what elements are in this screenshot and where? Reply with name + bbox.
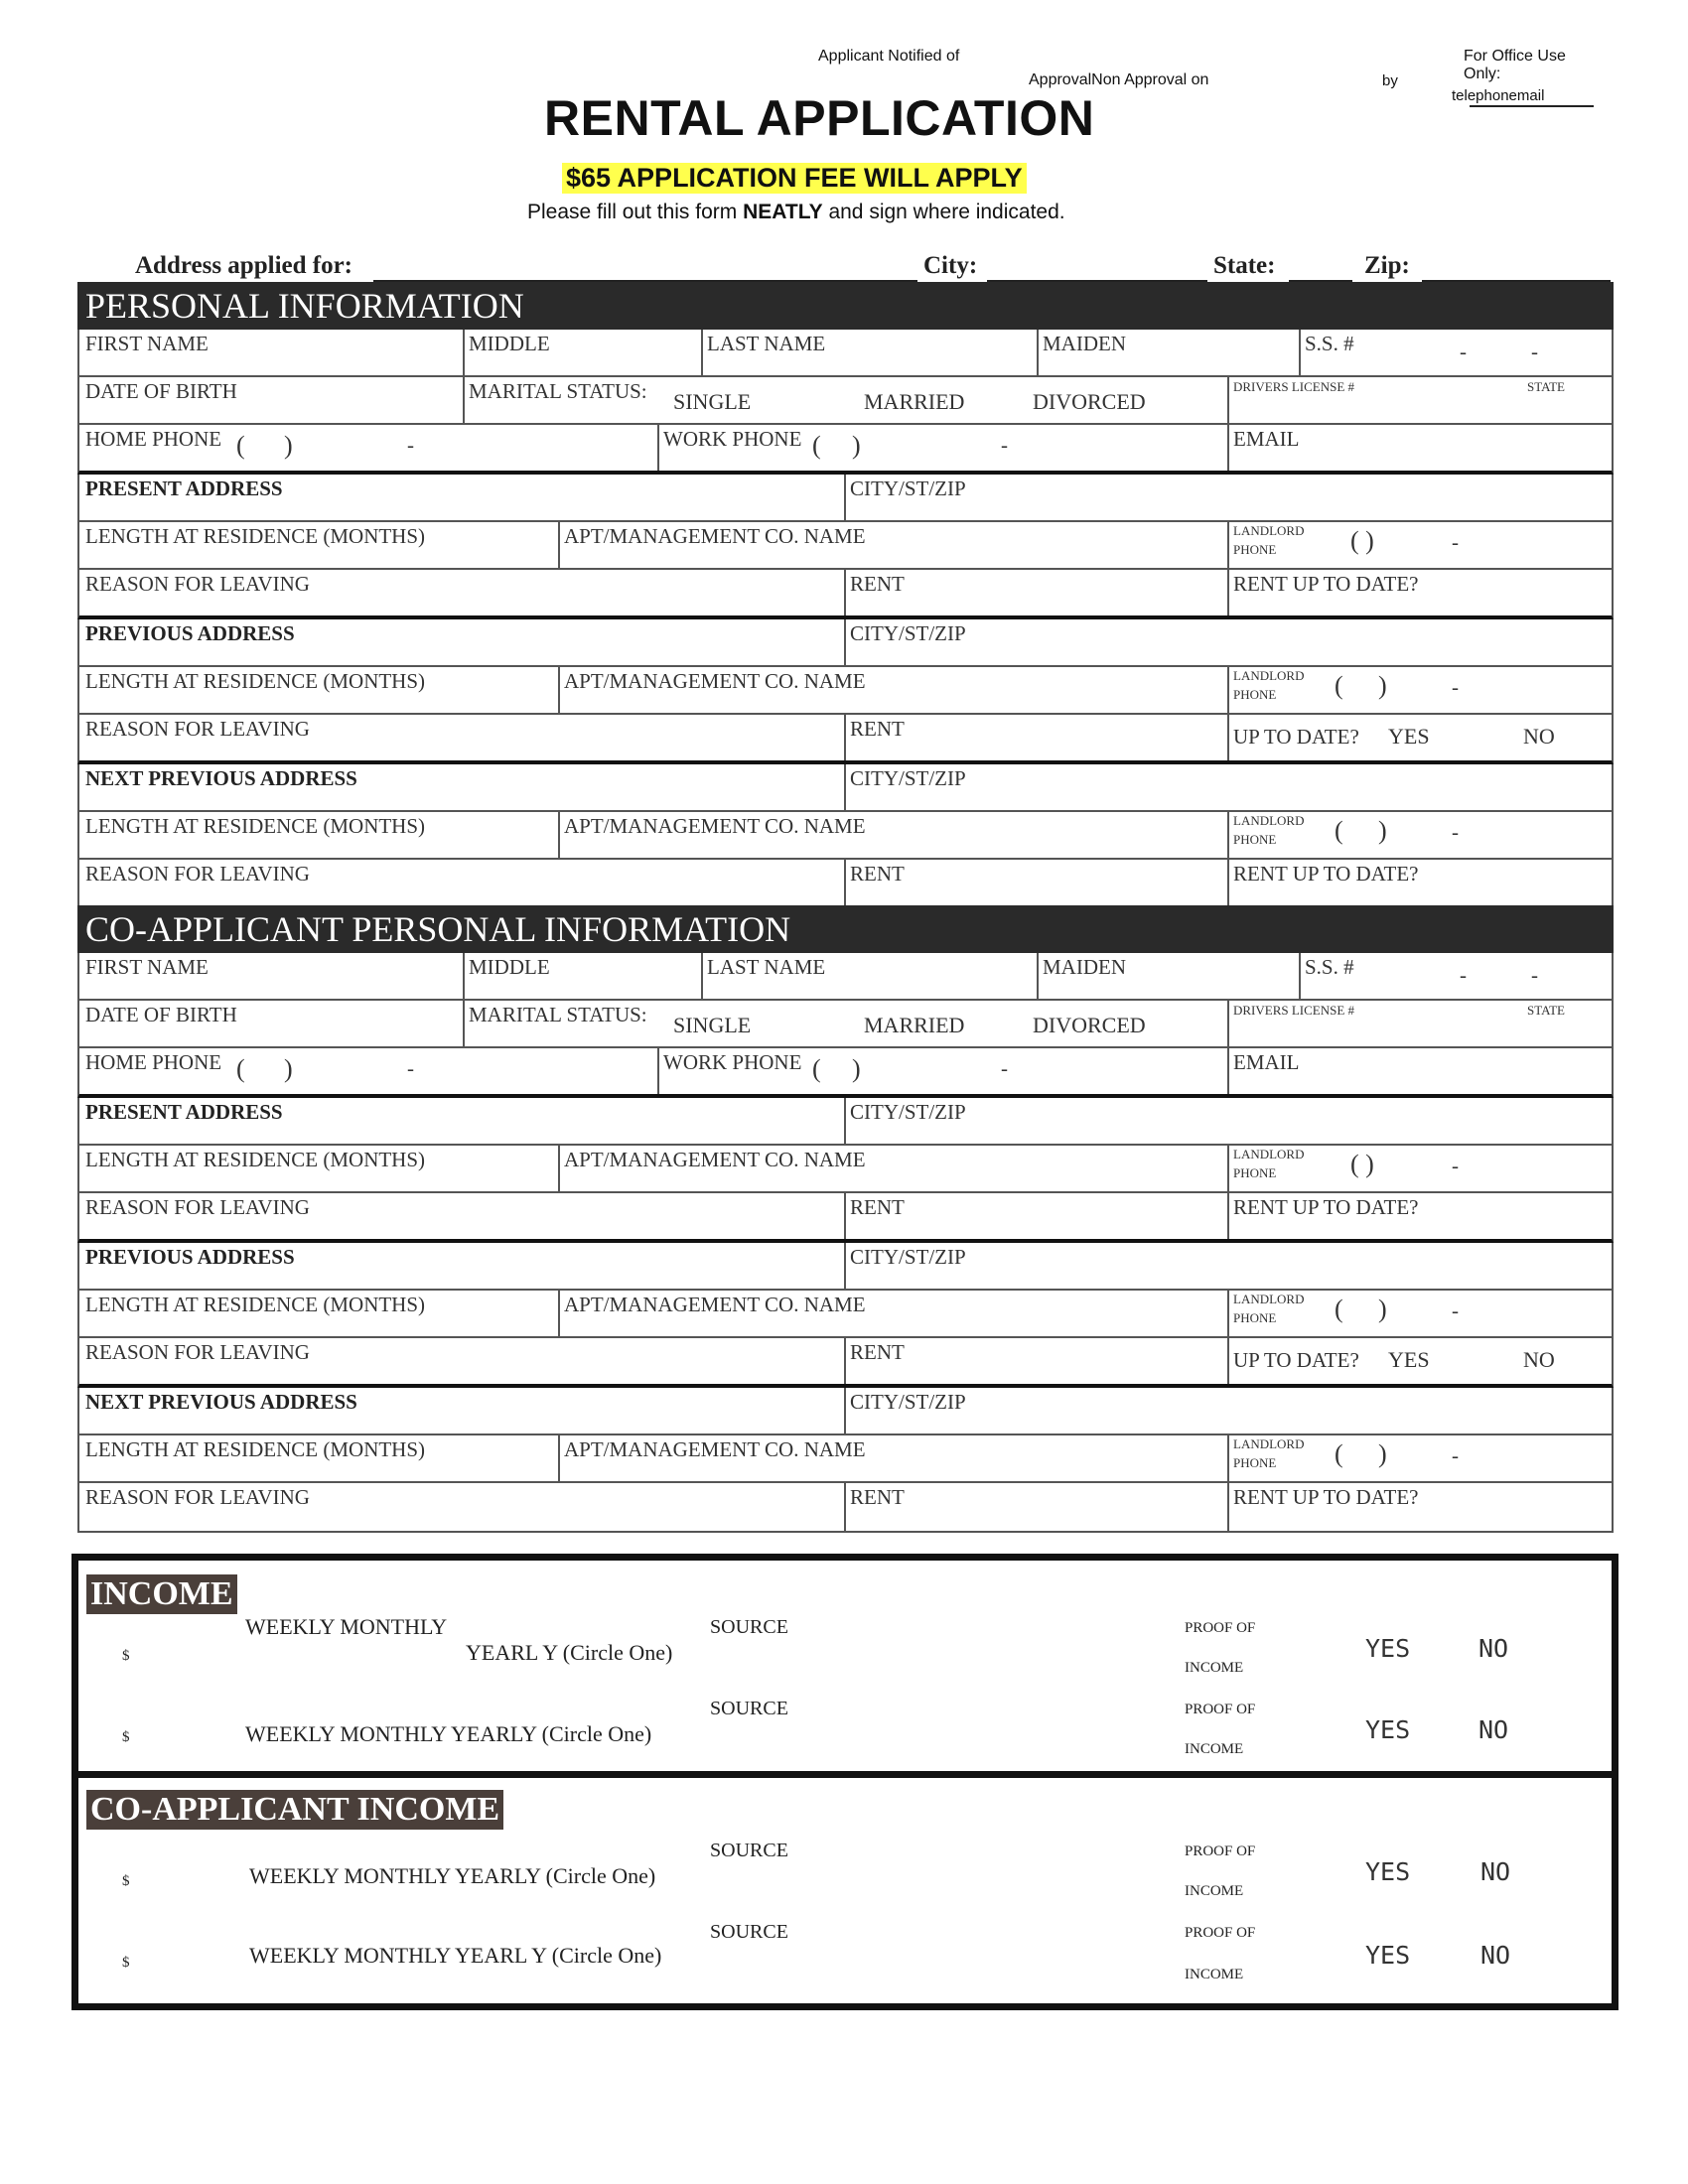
previous-up-to-date-field: UP TO DATE? YES NO [1233,724,1555,749]
co-next-previous-rent-field[interactable]: RENT [846,1483,1229,1531]
present-reason-field[interactable]: REASON FOR LEAVING [79,570,846,615]
co-marital-married[interactable]: MARRIED [864,1013,965,1037]
present-length-field[interactable]: LENGTH AT RESIDENCE (MONTHS) [79,522,560,568]
co-phone-row [77,1048,1614,1098]
present-rent-up-to-date-field[interactable]: RENT UP TO DATE? [1233,572,1419,596]
ssn-field[interactable]: S.S. # - - [1305,332,1538,363]
co-drivers-license-field[interactable]: DRIVERS LICENSE # STATE [1233,1003,1565,1018]
co-present-reason-row [77,1193,1614,1243]
co-next-previous-landlord-phone-field[interactable]: LANDLORD PHONE ( ) - [1233,1436,1459,1470]
co-income-2-source-label: SOURCE [710,1921,788,1943]
office-use-only-label: Only: [1464,66,1501,82]
dob-field[interactable]: DATE OF BIRTH [79,377,465,423]
co-previous-up-to-date-no[interactable]: NO [1523,1347,1555,1372]
next-previous-length-row [77,812,1614,860]
next-previous-reason-field[interactable]: REASON FOR LEAVING [79,860,846,907]
co-previous-address-row [77,1243,1614,1291]
co-next-previous-apt-field[interactable]: APT/MANAGEMENT CO. NAME [560,1435,1229,1481]
co-income-1-source-label: SOURCE [710,1840,788,1861]
income-2-income-label: INCOME [1185,1741,1244,1757]
present-length-row [77,522,1614,570]
name-row [77,330,1614,377]
co-work-phone-field[interactable]: WORK PHONE ( ) - [659,1048,1229,1094]
income-1-income-label: INCOME [1185,1660,1244,1676]
present-apt-field[interactable]: APT/MANAGEMENT CO. NAME [560,522,1229,568]
marital-single[interactable]: SINGLE [673,389,752,414]
co-ssn-field[interactable]: S.S. # - - [1305,955,1538,987]
page-title: RENTAL APPLICATION [544,90,1095,146]
co-previous-city-st-zip-field[interactable]: CITY/ST/ZIP [850,1245,966,1269]
zip-label: Zip: [1364,252,1410,279]
present-address-row [77,475,1614,522]
marital-status-field: MARITAL STATUS: SINGLE MARRIED DIVORCED [465,377,1229,423]
co-email-field[interactable]: EMAIL [1233,1050,1300,1074]
co-previous-apt-field[interactable]: APT/MANAGEMENT CO. NAME [560,1291,1229,1336]
co-last-name-field[interactable]: LAST NAME [703,953,1039,999]
co-previous-length-field[interactable]: LENGTH AT RESIDENCE (MONTHS) [79,1291,560,1336]
present-landlord-phone-field[interactable]: LANDLORD PHONE ( ) - [1233,523,1459,557]
income-2-proof-yes[interactable]: YES [1365,1715,1411,1744]
co-income-1-proof-label: PROOF OF [1185,1843,1256,1859]
co-previous-address-field[interactable]: PREVIOUS ADDRESS [79,1243,846,1289]
co-income-1-proof-no[interactable]: NO [1480,1857,1511,1886]
last-name-field[interactable]: LAST NAME [703,330,1039,375]
co-previous-length-row [77,1291,1614,1338]
office-contact-method: telephonemail [1452,87,1545,104]
income-2-proof-label: PROOF OF [1185,1702,1256,1717]
income-2-dollar: $ [122,1729,130,1745]
phone-row [77,425,1614,475]
co-income-title: CO-APPLICANT INCOME [86,1790,503,1830]
co-income-1-proof-yes[interactable]: YES [1365,1857,1411,1886]
co-next-previous-city-st-zip-field[interactable]: CITY/ST/ZIP [850,1390,966,1414]
office-use-label: For Office Use [1464,48,1566,65]
income-1-period-options[interactable]: WEEKLY MONTHLY [245,1614,448,1639]
address-applied-label: Address applied for: [135,252,353,279]
co-present-apt-field[interactable]: APT/MANAGEMENT CO. NAME [560,1146,1229,1191]
co-home-phone-field[interactable]: HOME PHONE ( ) - [79,1048,659,1094]
home-phone-field[interactable]: HOME PHONE ( ) - [79,425,659,471]
income-1-proof-yes[interactable]: YES [1365,1634,1411,1663]
co-income-1-income-label: INCOME [1185,1883,1244,1899]
email-field[interactable]: EMAIL [1233,427,1300,451]
previous-apt-field[interactable]: APT/MANAGEMENT CO. NAME [560,667,1229,713]
co-next-previous-rent-up-to-date-field[interactable]: RENT UP TO DATE? [1233,1485,1419,1509]
marital-married[interactable]: MARRIED [864,389,965,414]
co-income-section [71,1778,1618,2010]
co-income-1-period-options[interactable]: WEEKLY MONTHLY YEARLY (Circle One) [249,1863,656,1888]
previous-reason-field[interactable]: REASON FOR LEAVING [79,715,846,760]
previous-reason-row [77,715,1614,764]
instructions: Please fill out this form NEATLY and sign where indicated. [527,201,1065,223]
co-present-address-row [77,1098,1614,1146]
approval-label: ApprovalNon Approval on [1029,71,1209,88]
co-first-name-field[interactable]: FIRST NAME [79,953,465,999]
present-city-st-zip-field[interactable]: CITY/ST/ZIP [850,477,966,500]
income-1-source-label: SOURCE [710,1616,788,1638]
applicant-notified-label: Applicant Notified of [818,48,960,65]
next-previous-address-row [77,764,1614,812]
next-previous-rent-up-to-date-field[interactable]: RENT UP TO DATE? [1233,862,1419,886]
co-previous-landlord-phone-field[interactable]: LANDLORD PHONE ( ) - [1233,1292,1459,1325]
co-marital-divorced[interactable]: DIVORCED [1033,1013,1146,1037]
co-next-previous-length-field[interactable]: LENGTH AT RESIDENCE (MONTHS) [79,1435,560,1481]
present-rent-field[interactable]: RENT [846,570,1229,615]
co-income-2-income-label: INCOME [1185,1967,1244,1982]
previous-rent-field[interactable]: RENT [846,715,1229,760]
previous-length-row [77,667,1614,715]
co-next-previous-reason-row [77,1483,1614,1533]
previous-landlord-phone-field[interactable]: LANDLORD PHONE ( ) - [1233,668,1459,702]
co-previous-reason-row [77,1338,1614,1388]
previous-length-field[interactable]: LENGTH AT RESIDENCE (MONTHS) [79,667,560,713]
dob-row [77,377,1614,425]
previous-address-field[interactable]: PREVIOUS ADDRESS [79,619,846,665]
co-present-city-st-zip-field[interactable]: CITY/ST/ZIP [850,1100,966,1124]
state-label: State: [1213,252,1276,279]
income-section [71,1554,1618,1778]
previous-up-to-date-no[interactable]: NO [1523,724,1555,749]
co-dob-field[interactable]: DATE OF BIRTH [79,1001,465,1046]
previous-address-row [77,619,1614,667]
middle-name-field[interactable]: MIDDLE [465,330,703,375]
by-label: by [1382,72,1398,89]
co-next-previous-reason-field[interactable]: REASON FOR LEAVING [79,1483,846,1531]
co-income-2-period-options[interactable]: WEEKLY MONTHLY YEARL Y (Circle One) [249,1943,662,1968]
work-phone-field[interactable]: WORK PHONE ( ) - [659,425,1229,471]
co-middle-name-field[interactable]: MIDDLE [465,953,703,999]
co-income-2-proof-no[interactable]: NO [1480,1941,1511,1970]
marital-divorced[interactable]: DIVORCED [1033,389,1146,414]
drivers-license-field[interactable]: DRIVERS LICENSE # STATE [1233,379,1565,394]
income-1-yearly-option[interactable]: YEARL Y (Circle One) [466,1640,673,1665]
co-previous-reason-field[interactable]: REASON FOR LEAVING [79,1338,846,1384]
first-name-field[interactable]: FIRST NAME [79,330,465,375]
co-present-rent-field[interactable]: RENT [846,1193,1229,1239]
section-personal-information: PERSONAL INFORMATION [77,282,1614,330]
co-previous-up-to-date-yes[interactable]: YES [1388,1347,1430,1372]
co-present-landlord-phone-field[interactable]: LANDLORD PHONE ( ) - [1233,1147,1459,1180]
section-co-applicant-personal-information: CO-APPLICANT PERSONAL INFORMATION [77,905,1614,953]
maiden-name-field[interactable]: MAIDEN [1039,330,1301,375]
co-present-reason-field[interactable]: REASON FOR LEAVING [79,1193,846,1239]
co-marital-status-field: MARITAL STATUS: SINGLE MARRIED DIVORCED [465,1001,1229,1046]
co-previous-rent-field[interactable]: RENT [846,1338,1229,1384]
income-2-period-options[interactable]: WEEKLY MONTHLY YEARLY (Circle One) [245,1721,652,1746]
income-1-dollar: $ [122,1648,130,1664]
previous-up-to-date-yes[interactable]: YES [1388,724,1430,749]
co-income-2-dollar: $ [122,1955,130,1971]
co-present-length-row [77,1146,1614,1193]
co-name-row [77,953,1614,1001]
next-previous-address-field[interactable]: NEXT PREVIOUS ADDRESS [79,764,846,810]
co-present-length-field[interactable]: LENGTH AT RESIDENCE (MONTHS) [79,1146,560,1191]
co-previous-up-to-date-field: UP TO DATE? YES NO [1233,1347,1555,1372]
co-next-previous-address-row [77,1388,1614,1435]
present-address-field[interactable]: PRESENT ADDRESS [79,475,846,520]
previous-city-st-zip-field[interactable]: CITY/ST/ZIP [850,621,966,645]
next-previous-landlord-phone-field[interactable]: LANDLORD PHONE ( ) - [1233,813,1459,847]
income-2-source-label: SOURCE [710,1698,788,1719]
income-1-proof-label: PROOF OF [1185,1620,1256,1636]
city-label: City: [923,252,978,279]
fee-notice: $65 APPLICATION FEE WILL APPLY [562,163,1027,194]
co-maiden-name-field[interactable]: MAIDEN [1039,953,1301,999]
co-present-address-field[interactable]: PRESENT ADDRESS [79,1098,846,1144]
co-next-previous-length-row [77,1435,1614,1483]
co-next-previous-address-field[interactable]: NEXT PREVIOUS ADDRESS [79,1388,846,1433]
income-2-proof-no[interactable]: NO [1478,1715,1509,1744]
co-dob-row [77,1001,1614,1048]
present-reason-row [77,570,1614,619]
co-present-rent-up-to-date-field[interactable]: RENT UP TO DATE? [1233,1195,1419,1219]
co-income-2-proof-label: PROOF OF [1185,1925,1256,1941]
office-use-line [1470,105,1594,107]
next-previous-city-st-zip-field[interactable]: CITY/ST/ZIP [850,766,966,790]
next-previous-length-field[interactable]: LENGTH AT RESIDENCE (MONTHS) [79,812,560,858]
income-title: INCOME [86,1574,237,1614]
co-income-1-dollar: $ [122,1873,130,1889]
income-1-proof-no[interactable]: NO [1478,1634,1509,1663]
co-income-2-proof-yes[interactable]: YES [1365,1941,1411,1970]
next-previous-reason-row [77,860,1614,909]
co-marital-single[interactable]: SINGLE [673,1013,752,1037]
next-previous-apt-field[interactable]: APT/MANAGEMENT CO. NAME [560,812,1229,858]
next-previous-rent-field[interactable]: RENT [846,860,1229,907]
